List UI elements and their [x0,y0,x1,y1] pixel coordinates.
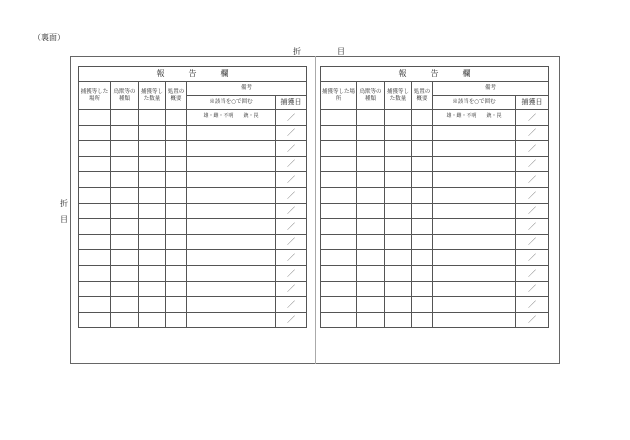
header-species: 鳥獣等の種類 [357,82,385,110]
capture-date-cell[interactable] [516,141,549,157]
header-place: 捕獲等した場所 [321,82,357,110]
species-cell[interactable] [111,110,139,126]
table-row [79,203,307,219]
table-row [79,281,307,297]
table-row [79,250,307,266]
remarks-cell[interactable] [187,312,276,328]
place-cell[interactable] [321,219,357,235]
capture-date-cell[interactable] [516,187,549,203]
date-separator: ／ [287,284,296,294]
count-cell[interactable] [139,203,166,219]
table-row [321,312,549,328]
date-separator: ／ [528,299,537,309]
remarks-cell[interactable] [187,125,276,141]
sex-options: 雄・雌・不明 [446,113,477,120]
date-separator: ／ [528,190,537,200]
place-cell[interactable] [321,110,357,126]
date-separator: ／ [528,128,537,138]
count-cell[interactable] [139,265,166,281]
place-cell[interactable] [321,250,357,266]
count-cell[interactable] [385,141,412,157]
place-cell[interactable] [79,250,111,266]
place-cell[interactable] [79,219,111,235]
table-row [79,265,307,281]
disposal-cell[interactable] [166,250,187,266]
capture-date-cell[interactable] [516,297,549,313]
count-cell[interactable] [139,187,166,203]
remarks-cell[interactable] [187,172,276,188]
header-disposal: 処置の概要 [166,82,187,110]
species-cell[interactable] [357,297,385,313]
capture-date-cell[interactable] [276,297,307,313]
table-row [79,125,307,141]
capture-date-cell[interactable] [516,203,549,219]
remarks-cell[interactable] [433,234,516,250]
table-row [321,187,549,203]
place-cell[interactable] [79,297,111,313]
capture-date-cell[interactable] [276,265,307,281]
date-separator: ／ [528,206,537,216]
table-row [79,172,307,188]
count-cell[interactable] [385,250,412,266]
count-cell[interactable] [385,297,412,313]
table-row [321,141,549,157]
species-cell[interactable] [357,156,385,172]
disposal-cell[interactable] [166,125,187,141]
date-separator: ／ [287,128,296,138]
header-count: 捕獲等した数量 [385,82,412,110]
disposal-cell[interactable] [412,187,433,203]
species-cell[interactable] [357,141,385,157]
count-cell[interactable] [139,219,166,235]
species-cell[interactable] [111,234,139,250]
capture-date-cell[interactable] [516,156,549,172]
count-cell[interactable] [385,219,412,235]
capture-date-cell[interactable] [276,187,307,203]
place-cell[interactable] [79,110,111,126]
place-cell[interactable] [321,172,357,188]
disposal-cell[interactable] [412,297,433,313]
place-cell[interactable] [79,265,111,281]
species-cell[interactable] [111,281,139,297]
table-row [321,281,549,297]
count-cell[interactable] [139,141,166,157]
species-cell[interactable] [111,172,139,188]
place-cell[interactable] [79,172,111,188]
disposal-cell[interactable] [412,156,433,172]
table-row [79,187,307,203]
date-separator: ／ [528,143,537,153]
header-place: 捕獲等した場所 [79,82,111,110]
report-title: 報 告 欄 [321,67,549,82]
capture-date-cell[interactable] [516,172,549,188]
place-cell[interactable] [321,187,357,203]
disposal-cell[interactable] [166,265,187,281]
place-cell[interactable] [79,203,111,219]
date-separator: ／ [287,221,296,231]
place-cell[interactable] [79,281,111,297]
count-cell[interactable] [385,110,412,126]
date-separator: ／ [287,237,296,247]
date-separator: ／ [287,112,296,122]
capture-date-cell[interactable] [516,265,549,281]
count-cell[interactable] [139,125,166,141]
fold-mark-left-2: 目 [60,215,68,224]
count-cell[interactable] [139,312,166,328]
sex-options: 雄・雌・不明 [203,113,234,120]
date-separator: ／ [287,143,296,153]
report-table-right [320,66,549,328]
header-species: 鳥獣等の種類 [111,82,139,110]
place-cell[interactable] [321,234,357,250]
count-cell[interactable] [385,125,412,141]
table-row [321,203,549,219]
disposal-cell[interactable] [412,219,433,235]
count-cell[interactable] [139,250,166,266]
header-capture-date: 捕獲日 [516,96,549,110]
capture-date-cell[interactable] [276,234,307,250]
disposal-cell[interactable] [166,312,187,328]
date-separator: ／ [287,206,296,216]
disposal-cell[interactable] [412,281,433,297]
header-remarks-note: ※該当を○で囲む [187,96,276,110]
capture-date-cell[interactable] [516,110,549,126]
count-cell[interactable] [139,156,166,172]
capture-date-cell[interactable] [276,156,307,172]
remarks-cell[interactable] [187,281,276,297]
table-row [79,219,307,235]
remarks-cell[interactable] [187,187,276,203]
species-cell[interactable] [111,203,139,219]
table-row [321,156,549,172]
place-cell[interactable] [321,265,357,281]
disposal-cell[interactable] [166,156,187,172]
disposal-cell[interactable] [166,172,187,188]
species-cell[interactable] [111,297,139,313]
date-separator: ／ [528,221,537,231]
place-cell[interactable] [321,203,357,219]
place-cell[interactable] [321,281,357,297]
table-row [321,234,549,250]
date-separator: ／ [528,237,537,247]
capture-date-cell[interactable] [516,234,549,250]
table-row [321,125,549,141]
capture-date-cell[interactable] [516,219,549,235]
remarks-cell[interactable] [433,297,516,313]
table-row [321,219,549,235]
page-label: （裏面） [33,33,65,42]
disposal-cell[interactable] [166,219,187,235]
remarks-cell[interactable] [187,219,276,235]
disposal-cell[interactable] [412,110,433,126]
species-cell[interactable] [357,281,385,297]
date-separator: ／ [287,190,296,200]
count-cell[interactable] [385,203,412,219]
table-row [79,297,307,313]
place-cell[interactable] [321,125,357,141]
capture-date-cell[interactable] [516,312,549,328]
count-cell[interactable] [385,312,412,328]
table-row [79,156,307,172]
capture-date-cell[interactable] [276,141,307,157]
species-cell[interactable] [111,141,139,157]
species-cell[interactable] [357,219,385,235]
table-row [321,265,549,281]
gear-options: 銃・罠 [486,113,502,120]
header-remarks: 備考 [187,82,307,96]
table-row [321,297,549,313]
disposal-cell[interactable] [412,312,433,328]
date-separator: ／ [287,315,296,325]
place-cell[interactable] [79,312,111,328]
species-cell[interactable] [357,250,385,266]
table-row [79,234,307,250]
remarks-cell[interactable] [433,281,516,297]
date-separator: ／ [287,299,296,309]
place-cell[interactable] [79,141,111,157]
place-cell[interactable] [79,234,111,250]
species-cell[interactable] [111,125,139,141]
date-separator: ／ [287,252,296,262]
table-row [79,312,307,328]
remarks-cell[interactable] [187,265,276,281]
report-title: 報 告 欄 [79,67,307,82]
species-cell[interactable] [357,172,385,188]
capture-date-cell[interactable] [516,125,549,141]
count-cell[interactable] [385,265,412,281]
remarks-cell[interactable] [187,250,276,266]
count-cell[interactable] [139,281,166,297]
remarks-cell[interactable] [433,203,516,219]
place-cell[interactable] [321,312,357,328]
species-cell[interactable] [357,187,385,203]
species-cell[interactable] [357,312,385,328]
report-table-left [78,66,307,328]
place-cell[interactable] [79,156,111,172]
remarks-cell[interactable] [187,110,276,126]
disposal-cell[interactable] [412,125,433,141]
remarks-cell[interactable] [187,156,276,172]
date-separator: ／ [528,252,537,262]
disposal-cell[interactable] [412,203,433,219]
fold-mark-left-1: 折 [60,199,68,208]
place-cell[interactable] [321,156,357,172]
species-cell[interactable] [357,110,385,126]
species-cell[interactable] [357,125,385,141]
capture-date-cell[interactable] [516,250,549,266]
remarks-cell[interactable] [433,156,516,172]
count-cell[interactable] [139,172,166,188]
disposal-cell[interactable] [412,172,433,188]
table-row [79,141,307,157]
count-cell[interactable] [385,281,412,297]
count-cell[interactable] [139,297,166,313]
disposal-cell[interactable] [412,234,433,250]
disposal-cell[interactable] [412,250,433,266]
count-cell[interactable] [139,234,166,250]
species-cell[interactable] [357,234,385,250]
species-cell[interactable] [111,265,139,281]
capture-date-cell[interactable] [516,281,549,297]
disposal-cell[interactable] [166,187,187,203]
disposal-cell[interactable] [412,265,433,281]
date-separator: ／ [528,315,537,325]
place-cell[interactable] [321,141,357,157]
capture-date-cell[interactable] [276,219,307,235]
remarks-cell[interactable] [433,141,516,157]
remarks-cell[interactable] [433,172,516,188]
date-separator: ／ [528,159,537,169]
count-cell[interactable] [385,172,412,188]
remarks-cell[interactable] [433,250,516,266]
place-cell[interactable] [321,297,357,313]
species-cell[interactable] [111,250,139,266]
header-remarks-note: ※該当を○で囲む [433,96,516,110]
disposal-cell[interactable] [166,203,187,219]
date-separator: ／ [528,284,537,294]
remarks-cell[interactable] [433,312,516,328]
count-cell[interactable] [385,234,412,250]
remarks-cell[interactable] [433,219,516,235]
date-separator: ／ [528,175,537,185]
disposal-cell[interactable] [166,234,187,250]
capture-date-cell[interactable] [276,125,307,141]
gear-options: 銃・罠 [243,113,259,120]
remarks-cell[interactable] [187,203,276,219]
date-separator: ／ [528,112,537,122]
date-separator: ／ [287,175,296,185]
capture-date-cell[interactable] [276,281,307,297]
capture-date-cell[interactable] [276,203,307,219]
place-cell[interactable] [79,187,111,203]
disposal-cell[interactable] [412,141,433,157]
place-cell[interactable] [79,125,111,141]
table-row [321,172,549,188]
fold-mark-top-2: 目 [337,47,345,56]
header-count: 捕獲等した数量 [139,82,166,110]
table-row [79,110,307,126]
species-cell[interactable] [357,265,385,281]
date-separator: ／ [287,159,296,169]
remarks-cell[interactable] [433,265,516,281]
count-cell[interactable] [139,110,166,126]
table-row [321,110,549,126]
count-cell[interactable] [385,187,412,203]
species-cell[interactable] [111,187,139,203]
disposal-cell[interactable] [166,110,187,126]
remarks-cell[interactable] [187,234,276,250]
remarks-cell[interactable] [433,125,516,141]
capture-date-cell[interactable] [276,250,307,266]
fold-mark-top-1: 折 [293,47,301,56]
capture-date-cell[interactable] [276,312,307,328]
species-cell[interactable] [111,156,139,172]
disposal-cell[interactable] [166,141,187,157]
remarks-cell[interactable] [433,187,516,203]
remarks-cell[interactable] [187,141,276,157]
species-cell[interactable] [357,203,385,219]
header-capture-date: 捕獲日 [276,96,307,110]
fold-line [315,56,316,364]
remarks-cell[interactable] [433,110,516,126]
species-cell[interactable] [111,312,139,328]
disposal-cell[interactable] [166,281,187,297]
species-cell[interactable] [111,219,139,235]
remarks-cell[interactable] [187,297,276,313]
count-cell[interactable] [385,156,412,172]
header-disposal: 処置の概要 [412,82,433,110]
date-separator: ／ [528,268,537,278]
capture-date-cell[interactable] [276,110,307,126]
header-remarks: 備考 [433,82,549,96]
disposal-cell[interactable] [166,297,187,313]
table-row [321,250,549,266]
date-separator: ／ [287,268,296,278]
capture-date-cell[interactable] [276,172,307,188]
